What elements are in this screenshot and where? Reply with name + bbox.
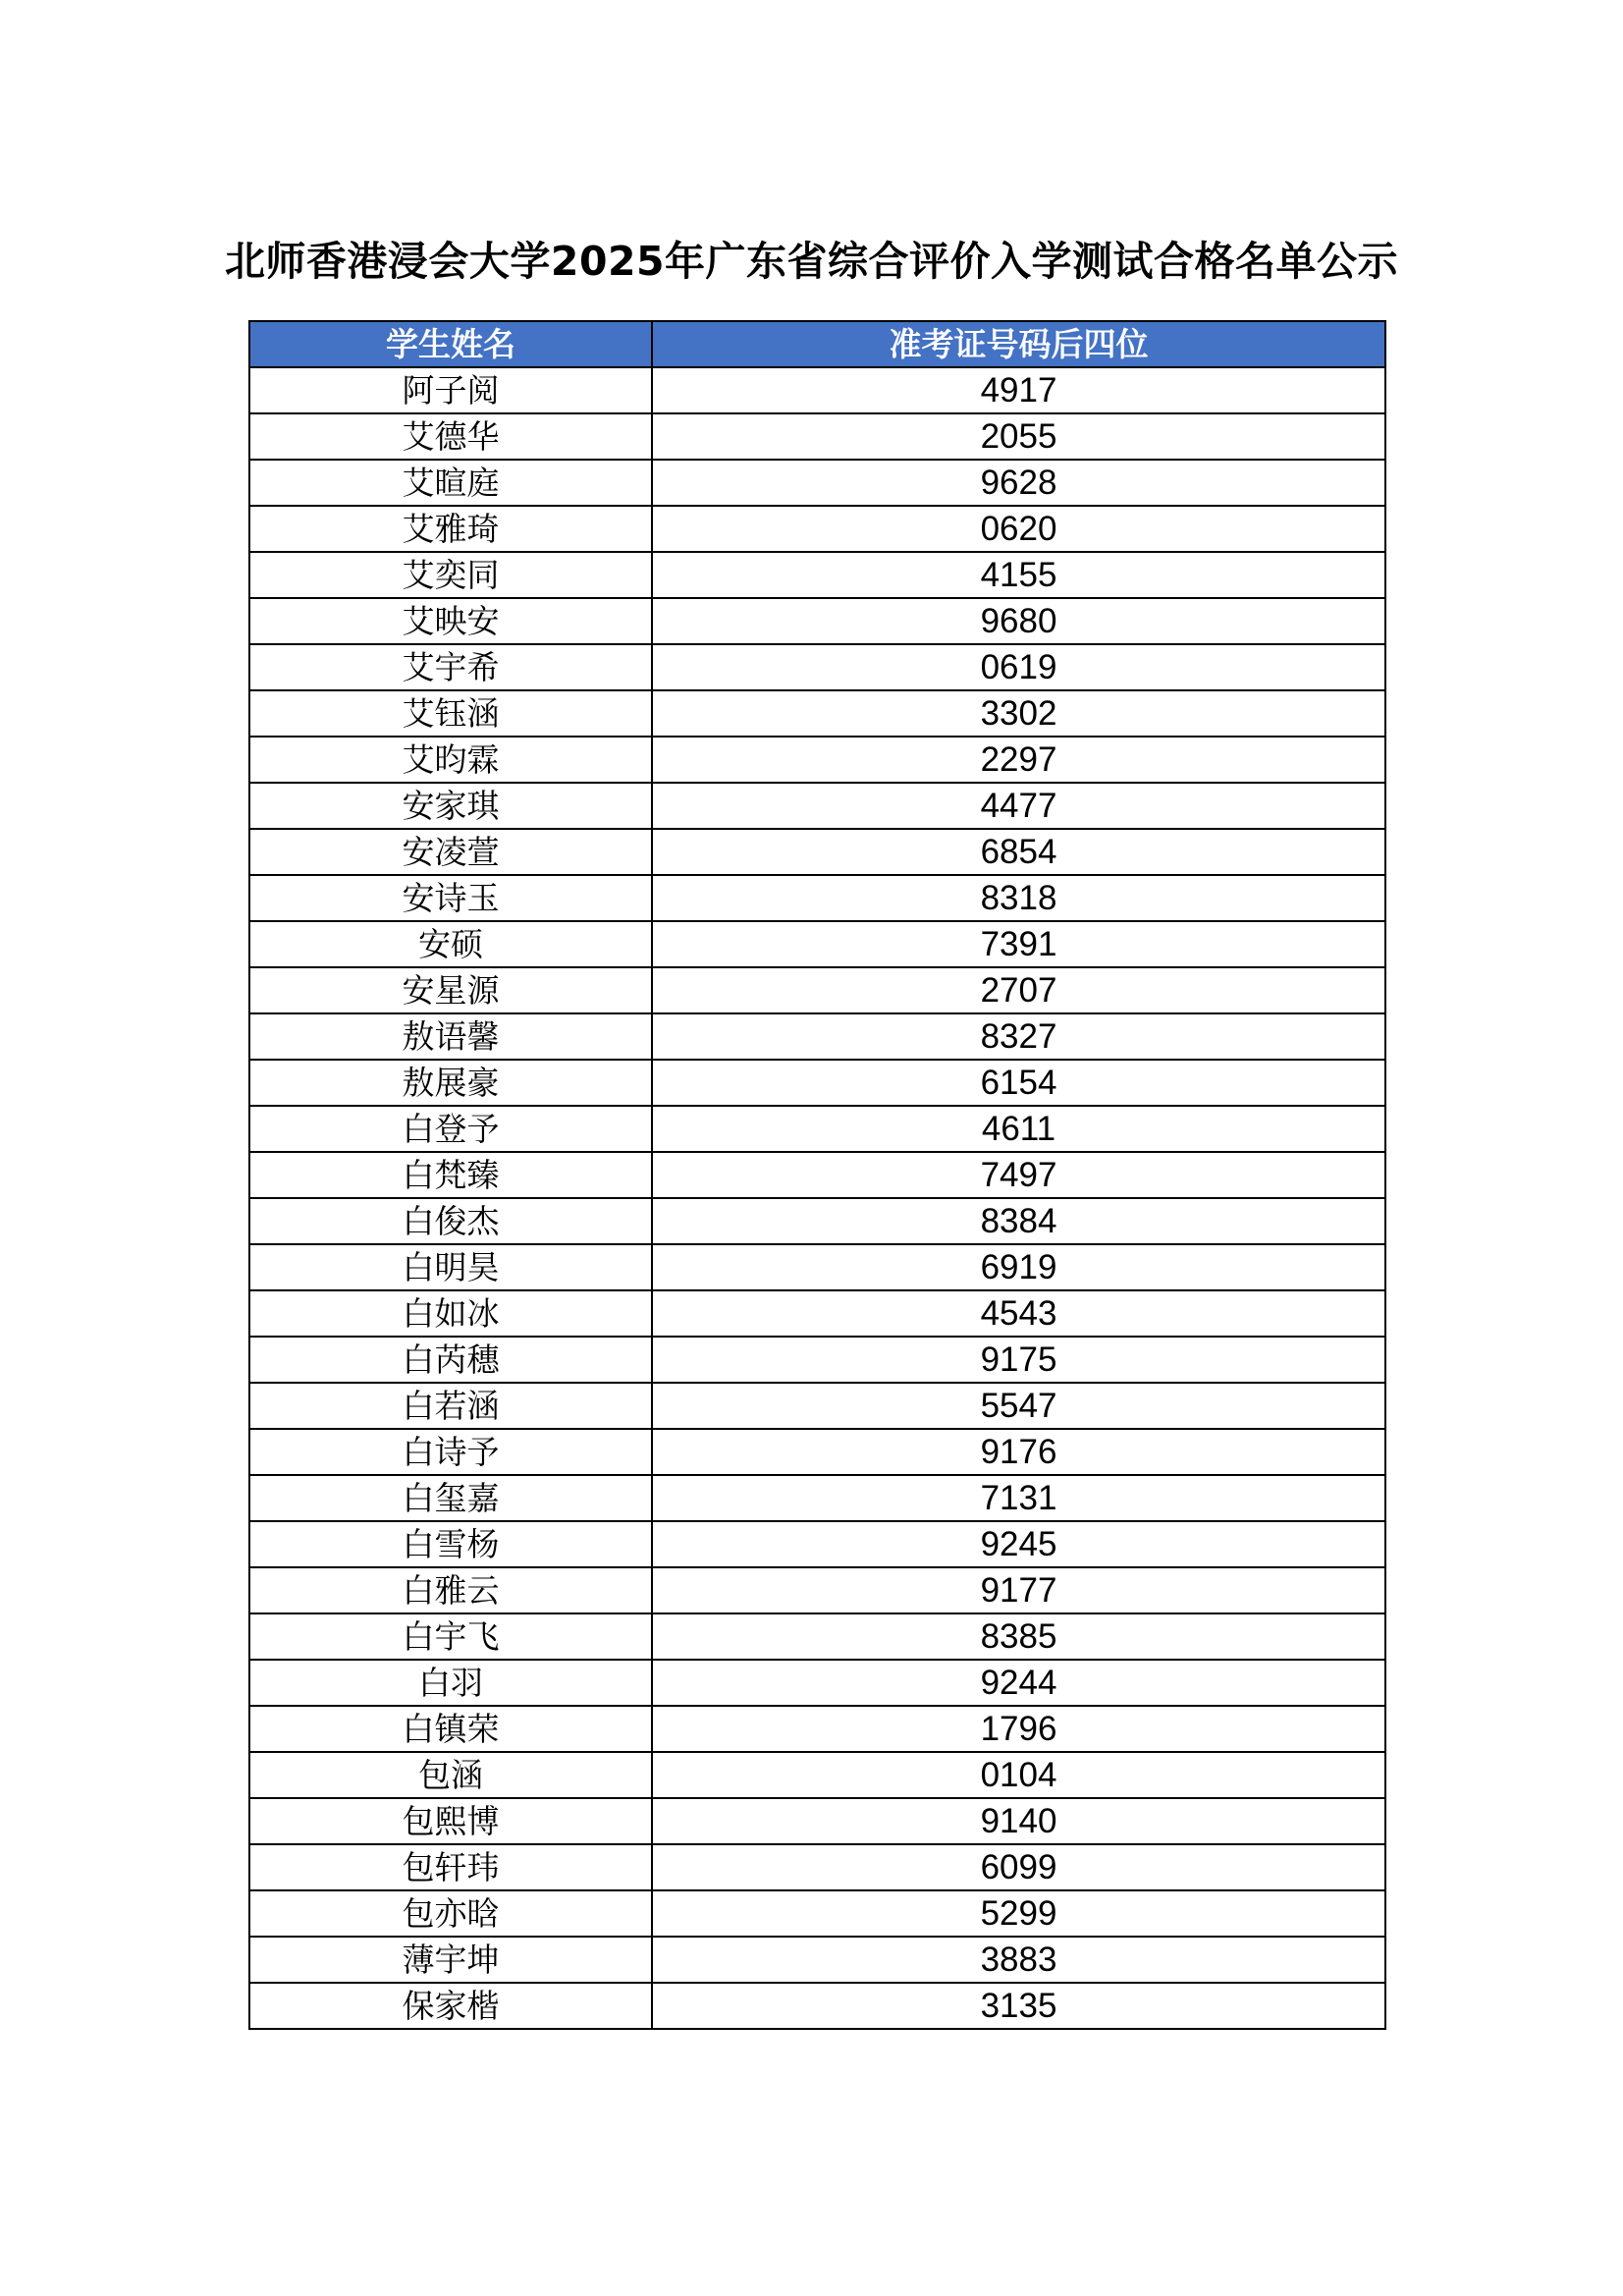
ticket-last-four-cell: 3302 — [652, 690, 1385, 737]
ticket-last-four-cell: 9175 — [652, 1337, 1385, 1383]
ticket-last-four-cell: 4477 — [652, 783, 1385, 829]
table-row — [249, 1152, 1385, 1198]
ticket-last-four-cell: 0620 — [652, 506, 1385, 552]
table-row — [249, 1613, 1385, 1660]
ticket-last-four-cell: 9245 — [652, 1521, 1385, 1567]
student-name-cell: 保家楷 — [249, 1983, 652, 2029]
student-name-cell: 安硕 — [249, 921, 652, 967]
student-name-cell: 白宇飞 — [249, 1613, 652, 1660]
table-row — [249, 1752, 1385, 1798]
student-name-cell: 包亦晗 — [249, 1890, 652, 1937]
student-name-cell: 包熙博 — [249, 1798, 652, 1844]
ticket-last-four-cell: 9177 — [652, 1567, 1385, 1613]
table-row — [249, 1429, 1385, 1475]
table-row — [249, 506, 1385, 552]
student-name-cell: 包涵 — [249, 1752, 652, 1798]
student-name-cell: 艾映安 — [249, 598, 652, 644]
student-name-cell: 白若涵 — [249, 1383, 652, 1429]
table-row — [249, 1660, 1385, 1706]
table-row — [249, 1937, 1385, 1983]
ticket-last-four-cell: 8318 — [652, 875, 1385, 921]
table-row — [249, 1013, 1385, 1060]
student-name-cell: 白雪杨 — [249, 1521, 652, 1567]
ticket-last-four-cell: 7391 — [652, 921, 1385, 967]
ticket-last-four-cell: 6099 — [652, 1844, 1385, 1890]
table-row — [249, 1290, 1385, 1337]
student-name-cell: 白雅云 — [249, 1567, 652, 1613]
table-row — [249, 967, 1385, 1013]
student-name-cell: 敖语馨 — [249, 1013, 652, 1060]
results-table — [248, 320, 1386, 2030]
table-row — [249, 1106, 1385, 1152]
student-name-cell: 艾昀霖 — [249, 737, 652, 783]
ticket-last-four-cell: 4155 — [652, 552, 1385, 598]
table-row — [249, 1060, 1385, 1106]
ticket-last-four-cell: 6919 — [652, 1244, 1385, 1290]
student-name-cell: 安星源 — [249, 967, 652, 1013]
ticket-last-four-cell: 4917 — [652, 367, 1385, 413]
table-row — [249, 1383, 1385, 1429]
ticket-last-four-cell: 3883 — [652, 1937, 1385, 1983]
table-body — [249, 367, 1385, 2029]
table-row — [249, 1798, 1385, 1844]
ticket-last-four-cell: 9176 — [652, 1429, 1385, 1475]
table-row — [249, 737, 1385, 783]
student-name-cell: 阿子阅 — [249, 367, 652, 413]
table-row — [249, 875, 1385, 921]
student-name-cell: 白如冰 — [249, 1290, 652, 1337]
table-row — [249, 644, 1385, 690]
ticket-last-four-cell: 9628 — [652, 460, 1385, 506]
student-name-cell: 白明昊 — [249, 1244, 652, 1290]
ticket-last-four-cell: 9680 — [652, 598, 1385, 644]
ticket-last-four-cell: 9244 — [652, 1660, 1385, 1706]
table-row — [249, 1198, 1385, 1244]
student-name-cell: 白俊杰 — [249, 1198, 652, 1244]
column-header-ticket-last-four: 准考证号码后四位 — [652, 321, 1385, 367]
student-name-cell: 艾暄庭 — [249, 460, 652, 506]
student-name-cell: 安家琪 — [249, 783, 652, 829]
table-row — [249, 690, 1385, 737]
ticket-last-four-cell: 5299 — [652, 1890, 1385, 1937]
student-name-cell: 白梵臻 — [249, 1152, 652, 1198]
student-name-cell: 薄宇坤 — [249, 1937, 652, 1983]
ticket-last-four-cell: 3135 — [652, 1983, 1385, 2029]
student-name-cell: 安诗玉 — [249, 875, 652, 921]
column-header-student-name: 学生姓名 — [249, 321, 652, 367]
table-row — [249, 921, 1385, 967]
student-name-cell: 艾雅琦 — [249, 506, 652, 552]
table-row — [249, 1244, 1385, 1290]
student-name-cell: 白登予 — [249, 1106, 652, 1152]
table-row — [249, 1890, 1385, 1937]
table-row — [249, 783, 1385, 829]
table-row — [249, 1706, 1385, 1752]
student-name-cell: 白镇荣 — [249, 1706, 652, 1752]
student-name-cell: 白芮穗 — [249, 1337, 652, 1383]
ticket-last-four-cell: 6854 — [652, 829, 1385, 875]
table-row — [249, 1337, 1385, 1383]
student-name-cell: 艾德华 — [249, 413, 652, 460]
ticket-last-four-cell: 1796 — [652, 1706, 1385, 1752]
table-row — [249, 552, 1385, 598]
table-row — [249, 1567, 1385, 1613]
student-name-cell: 艾奕同 — [249, 552, 652, 598]
ticket-last-four-cell: 2297 — [652, 737, 1385, 783]
ticket-last-four-cell: 5547 — [652, 1383, 1385, 1429]
student-name-cell: 安凌萱 — [249, 829, 652, 875]
ticket-last-four-cell: 2707 — [652, 967, 1385, 1013]
student-name-cell: 白羽 — [249, 1660, 652, 1706]
table-row — [249, 1844, 1385, 1890]
page-title: 北师香港浸会大学2025年广东省综合评价入学测试合格名单公示 — [224, 238, 1399, 285]
student-name-cell: 艾钰涵 — [249, 690, 652, 737]
table-row — [249, 1983, 1385, 2029]
ticket-last-four-cell: 4611 — [652, 1106, 1385, 1152]
ticket-last-four-cell: 8384 — [652, 1198, 1385, 1244]
ticket-last-four-cell: 8327 — [652, 1013, 1385, 1060]
table-row — [249, 460, 1385, 506]
table-row — [249, 1521, 1385, 1567]
student-name-cell: 包轩玮 — [249, 1844, 652, 1890]
ticket-last-four-cell: 0104 — [652, 1752, 1385, 1798]
table-row — [249, 1475, 1385, 1521]
ticket-last-four-cell: 7497 — [652, 1152, 1385, 1198]
student-name-cell: 敖展豪 — [249, 1060, 652, 1106]
ticket-last-four-cell: 4543 — [652, 1290, 1385, 1337]
table-header-row — [249, 321, 1385, 367]
ticket-last-four-cell: 0619 — [652, 644, 1385, 690]
ticket-last-four-cell: 8385 — [652, 1613, 1385, 1660]
student-name-cell: 白诗予 — [249, 1429, 652, 1475]
ticket-last-four-cell: 2055 — [652, 413, 1385, 460]
ticket-last-four-cell: 6154 — [652, 1060, 1385, 1106]
ticket-last-four-cell: 9140 — [652, 1798, 1385, 1844]
table-row — [249, 598, 1385, 644]
table-row — [249, 413, 1385, 460]
student-name-cell: 艾宇希 — [249, 644, 652, 690]
table-row — [249, 367, 1385, 413]
student-name-cell: 白玺嘉 — [249, 1475, 652, 1521]
ticket-last-four-cell: 7131 — [652, 1475, 1385, 1521]
table-row — [249, 829, 1385, 875]
